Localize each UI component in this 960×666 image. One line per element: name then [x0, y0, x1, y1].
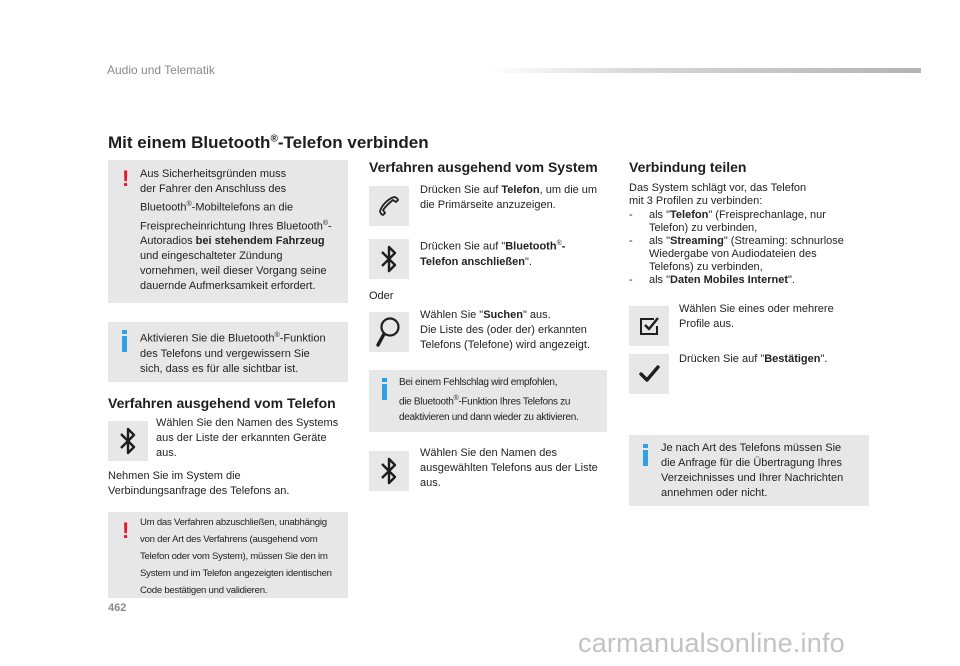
text-line: annehmen oder nicht.: [661, 487, 768, 499]
text-line: die Primärseite anzuzeigen.: [420, 199, 556, 211]
checkmark-icon: [638, 364, 660, 384]
search-magnifier-icon: [375, 316, 403, 348]
failure-info-text: [399, 375, 607, 426]
text-line: Telefon anschließen".: [420, 255, 532, 268]
text-line: Wählen Sie eines oder mehrere: [679, 303, 834, 315]
text-line: Verbindungsanfrage des Telefons an.: [108, 485, 290, 497]
text-line: des Telefons und vergewissern Sie: [140, 347, 310, 360]
text-line: ausgewählten Telefons aus der Liste: [420, 462, 598, 474]
text-line: Um das Verfahren abzuschließen, unabhängig: [140, 517, 327, 528]
text-line: Wählen Sie "Suchen" aus.: [420, 309, 551, 321]
text-line: Drücken Sie auf "Bestätigen".: [679, 353, 828, 365]
heading-from-system: Verfahren ausgehend vom System: [369, 159, 598, 175]
text-line: dauernde Aufmerksamkeit erfordert.: [140, 280, 316, 293]
text-line: Autoradios bei stehendem Fahrzeug: [140, 235, 325, 248]
select-system-step: [156, 416, 348, 461]
text-line: vornehmen, weil dieser Vorgang seine: [140, 265, 327, 278]
safety-warning-text: [140, 167, 345, 294]
header-gradient-bar: [488, 68, 921, 73]
page-number: 462: [108, 602, 127, 614]
text-line: Aktivieren Sie die Bluetooth®-Funktion: [140, 332, 326, 345]
bluetooth-icon-box: [108, 421, 148, 461]
list-item: - als "Streaming" (Streaming: schnurlose Wiedergabe von Audiodateien des Telefons) zu verbinden,: [629, 235, 844, 273]
text-line: die Bluetooth®-Funktion Ihres Telefons zu: [399, 395, 571, 408]
bluetooth-icon-box: [369, 239, 409, 279]
heading-share-connection: Verbindung teilen: [629, 159, 747, 175]
text-line: Bluetooth®-Mobiltelefons an die: [140, 201, 294, 214]
text-line: Je nach Art des Telefons müssen Sie: [661, 442, 842, 454]
checkmark-icon-box: [629, 354, 669, 394]
phone-icon-box: [369, 186, 409, 226]
text-line: Das System schlägt vor, das Telefon: [629, 182, 807, 194]
bluetooth-icon-box: [369, 451, 409, 491]
warning-icon: !: [122, 518, 130, 543]
profiles-intro: [629, 182, 869, 208]
connect-bluetooth-step: [420, 236, 610, 270]
select-phone-step: [420, 446, 610, 491]
registered-mark: ®: [270, 133, 278, 145]
press-phone-step: [420, 183, 610, 213]
text-line: Drücken Sie auf Telefon, um die um: [420, 184, 598, 196]
text-line: Aus Sicherheitsgründen muss: [140, 168, 287, 180]
text-line: deaktivieren und dann wieder zu aktivieren.: [399, 412, 579, 424]
or-label: Oder: [369, 290, 394, 302]
text-line: von der Art des Verfahrens (ausgehend vom: [140, 534, 318, 545]
text-line: und eingeschalteter Zündung: [140, 250, 283, 263]
text-line: mit 3 Profilen zu verbinden:: [629, 195, 763, 207]
text-line: sich, dass es für alle sichtbar ist.: [140, 362, 299, 375]
phone-handset-icon: [377, 194, 401, 218]
text-line: Bei einem Fehlschlag wird empfohlen,: [399, 377, 558, 388]
text-line: Die Liste des (oder der) erkannten: [420, 324, 587, 336]
bluetooth-icon: [378, 244, 400, 274]
page-title: [108, 133, 429, 153]
title-part: -Telefon verbinden: [277, 133, 429, 152]
text-line: der Fahrer den Anschluss des: [140, 183, 287, 195]
bluetooth-icon: [117, 426, 139, 456]
list-item: - als "Daten Mobiles Internet".: [629, 274, 795, 286]
confirm-step: [679, 352, 869, 367]
text-line: aus.: [420, 477, 441, 489]
warning-icon: !: [122, 166, 130, 191]
text-line: Verzeichnisses und Ihrer Nachrichten: [661, 472, 844, 484]
text-line: Profile aus.: [679, 318, 735, 330]
text-line: Wählen Sie den Namen des Systems: [156, 417, 339, 429]
profiles-list: [629, 209, 869, 287]
text-line: aus der Liste der erkannten Geräte: [156, 432, 327, 444]
search-step: [420, 308, 610, 353]
text-line: Telefon oder vom System), müssen Sie den im: [140, 551, 328, 562]
section-title: Audio und Telematik: [107, 63, 215, 77]
checkbox-checked-icon: [638, 315, 660, 337]
code-warning-text: [140, 514, 348, 599]
text-line: Freisprecheinrichtung Ihres Bluetooth®-: [140, 219, 332, 233]
text-line: die Anfrage für die Übertragung Ihres: [661, 457, 843, 469]
bluetooth-icon: [378, 456, 400, 486]
heading-from-phone: Verfahren ausgehend vom Telefon: [108, 395, 336, 411]
text-line: System und im Telefon angezeigten identischen: [140, 568, 332, 579]
title-part: Mit einem Bluetooth: [108, 133, 271, 152]
text-line: aus.: [156, 447, 177, 459]
text-line: Telefons (Telefone) wird angezeigt.: [420, 339, 590, 351]
watermark: carmanualsonline.info: [578, 628, 845, 658]
checkbox-icon-box: [629, 306, 669, 346]
select-profiles-step: [679, 302, 869, 332]
text-line: Nehmen Sie im System die: [108, 470, 241, 482]
accept-request-text: [108, 469, 348, 499]
search-icon-box: [369, 312, 409, 352]
bluetooth-activation-info-text: [140, 328, 345, 377]
accept-transfer-info-text: [661, 441, 866, 501]
text-line: Wählen Sie den Namen des: [420, 447, 557, 459]
list-item: - als "Telefon" (Freisprechanlage, nur Telefon) zu verbinden,: [629, 209, 826, 234]
text-line: Drücken Sie auf "Bluetooth®-: [420, 240, 566, 253]
text-line: Code bestätigen und validieren.: [140, 585, 268, 596]
